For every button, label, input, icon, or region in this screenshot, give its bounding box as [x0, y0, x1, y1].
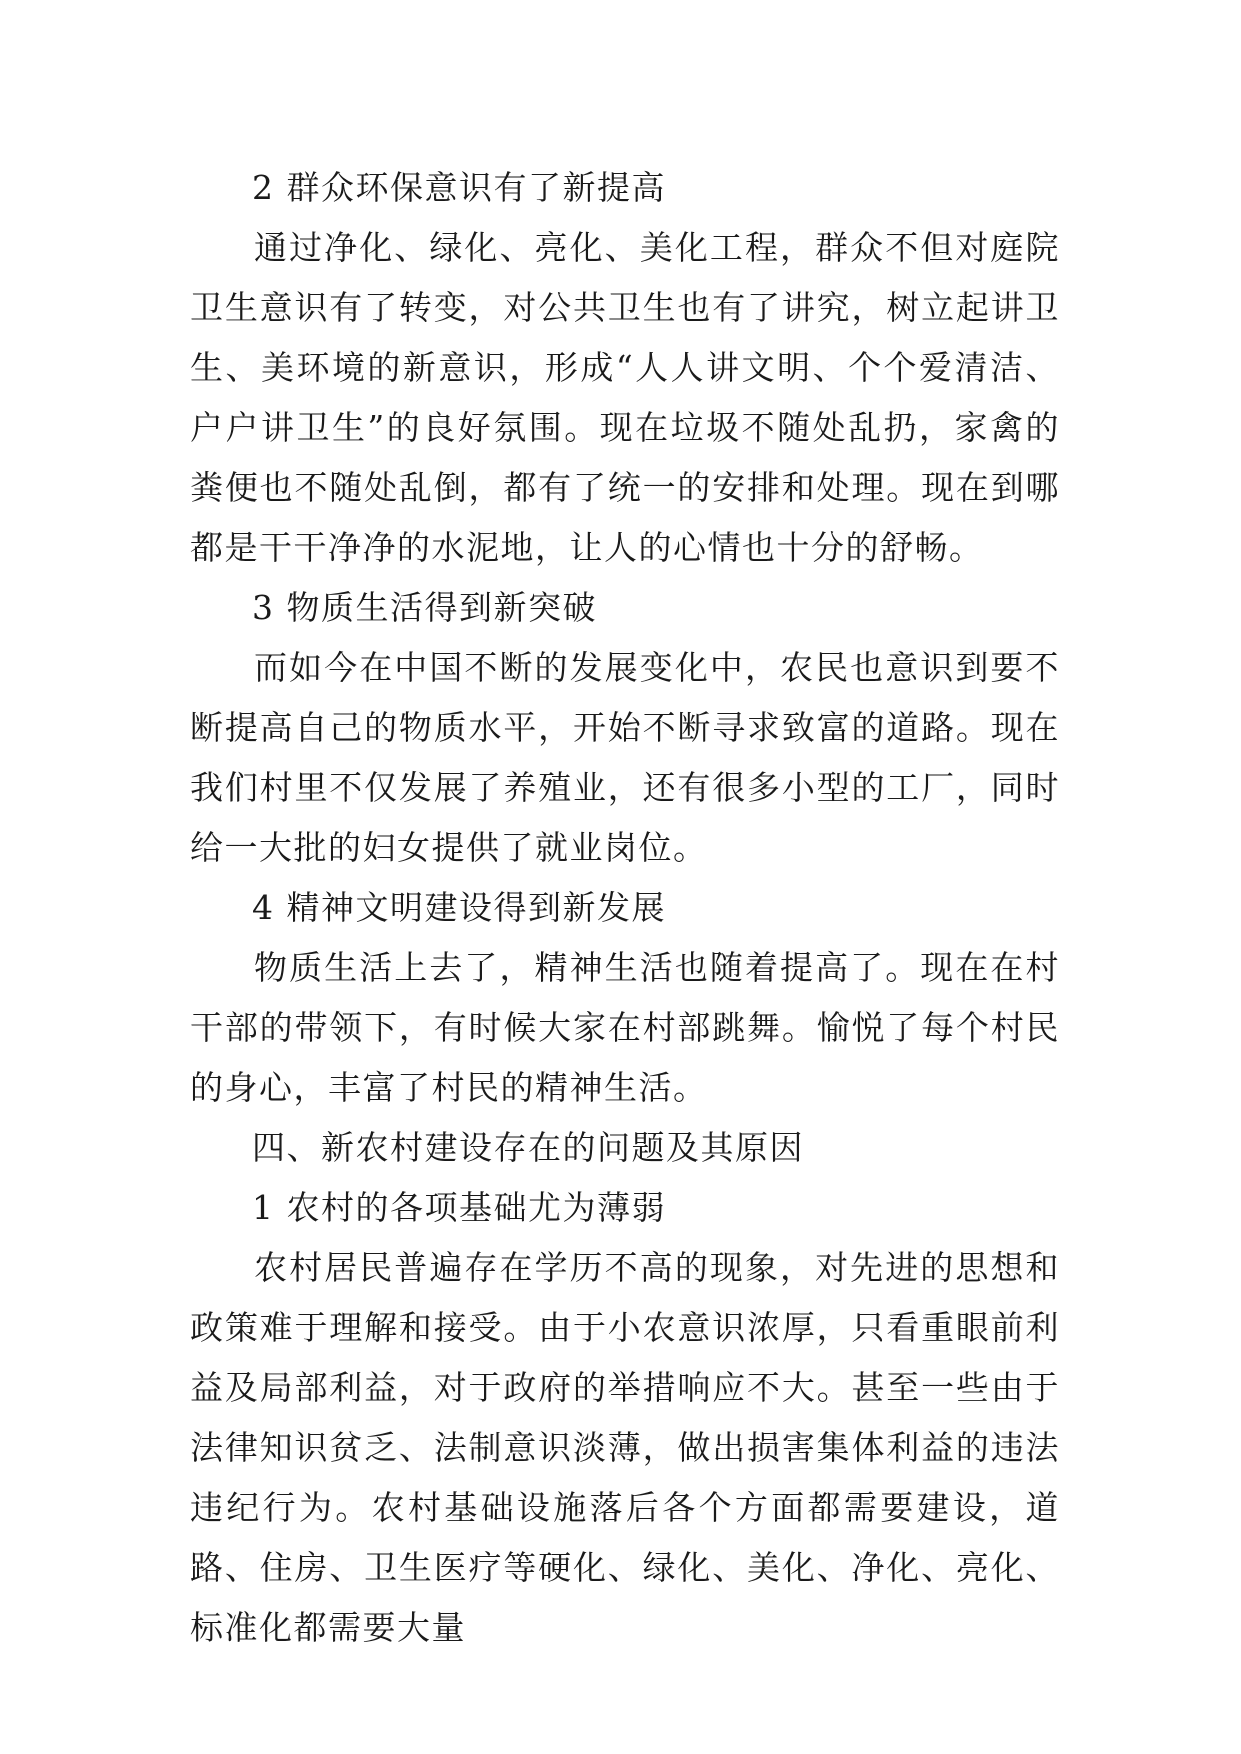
- section-heading-4: 4 精神文明建设得到新发展: [252, 888, 666, 927]
- document-body: [190, 158, 1060, 1658]
- section-heading-2: 2 群众环保意识有了新提高: [252, 168, 666, 207]
- chapter-heading-problems: 四、新农村建设存在的问题及其原因: [252, 1128, 804, 1167]
- paragraph-material-life: 而如今在中国不断的发展变化中，农民也意识到要不断提高自己的物质水平，开始不断寻求致富的道路。现在我们村里不仅发展了养殖业，还有很多小型的工厂，同时给一大批的妇女提供了就业岗位。: [190, 648, 1060, 867]
- paragraph-weak-foundation: 农村居民普遍存在学历不高的现象，对先进的思想和政策难于理解和接受。由于小农意识浓厚，只看重眼前利益及局部利益，对于政府的举措响应不大。甚至一些由于法律知识贫乏、法制意识淡薄，做出损害集体利益的违法违纪行为。农村基础设施落后各个方面都需要建设，道路、住房、卫生医疗等硬化、绿化、美化、净化、亮化、标准化都需要大量: [190, 1248, 1060, 1647]
- section-heading-3: 3 物质生活得到新突破: [252, 588, 597, 627]
- paragraph-environment-awareness: 通过净化、绿化、亮化、美化工程，群众不但对庭院卫生意识有了转变，对公共卫生也有了讲究，树立起讲卫生、美环境的新意识，形成“人人讲文明、个个爱清洁、户户讲卫生”的良好氛围。现在垃圾不随处乱扔，家禽的粪便也不随处乱倒，都有了统一的安排和处理。现在到哪都是干干净净的水泥地，让人的心情也十分的舒畅。: [190, 228, 1060, 567]
- section-heading-problem-1: 1 农村的各项基础尤为薄弱: [252, 1188, 666, 1227]
- paragraph-spiritual-civilization: 物质生活上去了，精神生活也随着提高了。现在在村干部的带领下，有时候大家在村部跳舞。愉悦了每个村民的身心，丰富了村民的精神生活。: [190, 948, 1060, 1107]
